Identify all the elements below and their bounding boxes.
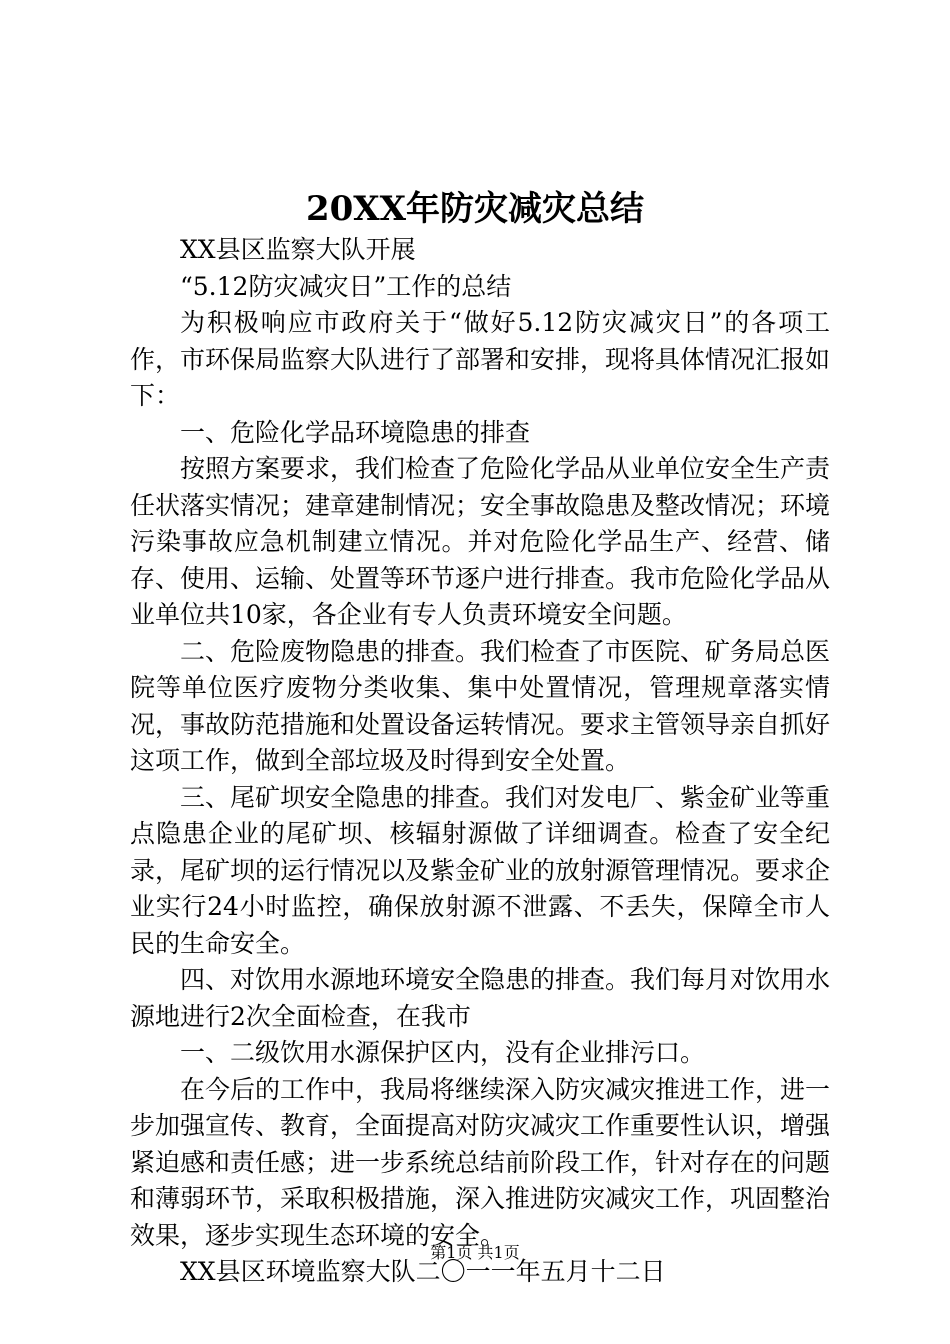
paragraph-section-2: 二、危险废物隐患的排查。我们检查了市医院、矿务局总医院等单位医疗废物分类收集、集中处置情况，管理规章落实情况，事故防范措施和处置设备运转情况。要求主管领导亲自抓好这项工作，做到全部垃圾及时得到安全处置。 <box>130 636 831 775</box>
paragraph-section-4-cont: 一、二级饮用水源保护区内，没有企业排污口。 <box>180 1038 706 1067</box>
paragraph-section-4: 四、对饮用水源地环境安全隐患的排查。我们每月对饮用水源地进行2次全面检查，在我市 <box>130 965 831 1031</box>
paragraph-signature: XX县区环境监察大队二〇一一年五月十二日 <box>180 1257 666 1286</box>
paragraph-section-1: 按照方案要求，我们检查了危险化学品从业单位安全生产责任状落实情况；建章建制情况；安全事故隐患及整改情况；环境污染事故应急机制建立情况。并对危险化学品生产、经营、储存、使用、运输、处置等环节逐户进行排查。我市危险化学品从业单位共10家，各企业有专人负责环境安全问题。 <box>130 454 831 629</box>
page-footer: 第1页 共1页 <box>430 1243 520 1262</box>
paragraph-intro: 为积极响应市政府关于“做好5.12防灾减灾日”的各项工作，市环保局监察大队进行了部署和安排，现将具体情况汇报如下： <box>130 308 831 410</box>
document-body <box>130 232 830 1291</box>
paragraph-organizer: XX县区监察大队开展 <box>180 235 416 264</box>
paragraph-section-3: 三、尾矿坝安全隐患的排查。我们对发电厂、紫金矿业等重点隐患企业的尾矿坝、核辐射源做了详细调查。检查了安全纪录，尾矿坝的运行情况以及紫金矿业的放射源管理情况。要求企业实行24小时监控，确保放射源不泄露、不丢失，保障全市人民的生命安全。 <box>130 782 831 958</box>
document-title: 20XX年防灾减灾总结 <box>305 189 645 229</box>
paragraph-subtitle: “5.12防灾减灾日”工作的总结 <box>180 271 512 301</box>
section-heading-1: 一、危险化学品环境隐患的排查 <box>180 417 531 447</box>
paragraph-conclusion: 在今后的工作中，我局将继续深入防灾减灾推进工作，进一步加强宣传、教育，全面提高对防灾减灾工作重要性认识，增强紧迫感和责任感；进一步系统总结前阶段工作，针对存在的问题和薄弱环节，采取积极措施，深入推进防灾减灾工作，巩固整治效果，逐步实现生态环境的安全。 <box>130 1074 831 1250</box>
